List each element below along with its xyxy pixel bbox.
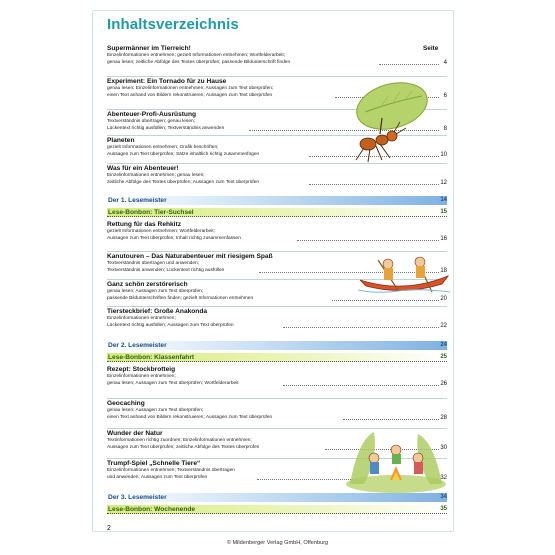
separator (107, 398, 447, 399)
lesemeister-band (107, 341, 447, 350)
toc-entry-heading: Planeten (107, 137, 135, 144)
band-label: Der 1. Lesemeister (108, 197, 167, 204)
toc-entry-skills: Textinformationen richtig zuordnen; Einzelinformationen entnehmen; (107, 438, 252, 443)
toc-entry-skills: Aussagen zum Text überprüfen; Sätze inhaltlich richtig zusammenfügen (107, 151, 260, 157)
lesemeister-band (107, 196, 447, 205)
separator (107, 76, 447, 77)
band-page: 25 (440, 354, 447, 360)
toc-entry-heading: Geocaching (107, 400, 145, 407)
toc-entry-skills: Textverständnis übertragen; genau lesen; (107, 119, 195, 124)
separator (107, 306, 447, 307)
toc-entry-page: 20 (440, 295, 447, 302)
toc-entry (107, 45, 447, 66)
toc-entry-skills: genau lesen; Aussagen zum Text überprüfen; (107, 408, 204, 413)
toc-entry-skills: Aussagen zum Text überprüfen; Inhalt richtig zusammenfassen (107, 235, 241, 241)
toc-entry-heading: Kanutouren – Das Naturabenteuer mit riesigem Spaß (107, 253, 273, 260)
band-page: 35 (440, 506, 447, 512)
toc-entry-skills: genau lesen; Aussagen zum Text überprüfen; Wortfelderarbeit (107, 380, 239, 386)
band-page: 14 (440, 197, 447, 203)
toc-entry-skills: genau lesen; Einzelinformationen entnehmen; Aussagen zum Text überprüfen; (107, 86, 274, 91)
toc-entry-heading: Rettung für das Rehkitz (107, 221, 181, 228)
band-page: 15 (440, 209, 447, 215)
band-label: Lese-Bonbon: Wochenende (108, 506, 196, 513)
toc-entry-page: 16 (440, 235, 447, 242)
toc-entry (107, 308, 447, 329)
toc-entry-skills: passende Bildunterschriften finden; gezielt Informationen entnehmen (107, 295, 254, 301)
toc-entry-page: 22 (440, 322, 447, 329)
toc-entry-skills: Lückentext richtig ausfüllen; Aussagen zum Text überprüfen (107, 322, 234, 328)
toc-entry-skills: gezielt Informationen entnehmen; Wortfelderarbeit; (107, 229, 215, 234)
toc-entry-skills: Textverständnis übertragen und anwenden; (107, 261, 200, 266)
toc-entry-skills: Lückentext richtig ausfüllen; Textverständnis anwenden (107, 125, 225, 131)
band-label: Lese-Bonbon: Tier-Suchsel (108, 209, 194, 216)
campfire-children-illustration (344, 428, 448, 494)
toc-entry-page: 30 (440, 444, 447, 451)
toc-entry-page: 4 (443, 59, 447, 66)
copyright-footer: © Mildenberger Verlag GmbH, Offenburg (226, 540, 329, 546)
band-page: 24 (440, 342, 447, 348)
toc-entry-page: 26 (440, 380, 447, 387)
toc-entry-heading: Wunder der Natur (107, 430, 163, 437)
toc-entry (107, 221, 447, 242)
toc-entry-page: 8 (443, 125, 447, 132)
toc-entry-skills: zeitliche Abfolge des Textes überprüfen; Aussagen zum Text überprüfen (107, 179, 260, 185)
toc-entry (107, 165, 447, 186)
page-column-header: Seite (423, 45, 439, 52)
toc-entry-heading: Tiersteckbrief: Große Anakonda (107, 308, 208, 315)
band-label: Lese-Bonbon: Klassenfahrt (108, 354, 195, 361)
toc-entry-heading: Trumpf-Spiel „Schnelle Tiere“ (107, 460, 201, 467)
toc-entry-skills: Einzelinformationen entnehmen; gezielt Informationen entnehmen; Wortfelderarbeit; (107, 53, 286, 58)
toc-entry-heading: Experiment: Ein Tornado für zu Hause (107, 78, 227, 85)
toc-entry (107, 400, 447, 421)
toc-entry-page: 28 (440, 414, 447, 421)
page-title: Inhaltsverzeichnis (107, 16, 239, 33)
toc-entry-skills: Textverständnis anwenden; Lückentext richtig ausfüllen (107, 267, 225, 273)
toc-entry-skills: genau lesen; Aussagen zum Text überprüfen; (107, 289, 204, 294)
band-label: Der 2. Lesemeister (108, 342, 167, 349)
toc-entry-heading: Rezept: Stockbrotteig (107, 366, 176, 373)
toc-entry-page: 12 (440, 179, 447, 186)
page-number: 2 (107, 525, 111, 532)
toc-entry-page: 6 (443, 92, 447, 99)
lese-bonbon-band (107, 353, 447, 362)
toc-entry-skills: genau lesen; zeitliche Abfolge des Textes überprüfen; passende Bildunterschrift finden (107, 59, 291, 65)
toc-entry (107, 366, 447, 387)
toc-entry-skills: Einzelinformationen entnehmen; (107, 316, 176, 321)
toc-entry-heading: Abenteuer-Profi-Ausrüstung (107, 111, 197, 118)
toc-entry-skills: Einzelinformationen entnehmen; (107, 374, 176, 379)
toc-entry-skills: Aussagen zum Text überprüfen; zeitliche Abfolge des Textes überprüfen (107, 444, 260, 450)
ant-with-leaf-illustration (330, 82, 440, 164)
toc-entry-skills: Einzelinformationen entnehmen; genau lesen; (107, 173, 205, 178)
lese-bonbon-band (107, 505, 447, 514)
toc-entry-skills: gezielt Informationen entnehmen; Grafik beschriften; (107, 145, 219, 150)
toc-entry-page: 18 (440, 267, 447, 274)
canoe-children-illustration (358, 250, 450, 296)
toc-entry-skills: und anwenden; Aussagen zum Text überprüfen (107, 474, 208, 480)
toc-entry-skills: Einzelinformationen entnehmen; Textverständnis übertragen (107, 468, 235, 473)
toc-entry-page: 10 (440, 151, 447, 158)
toc-entry-heading: Supermänner im Tierreich! (107, 45, 191, 52)
toc-entry-skills: einen Text anhand von Bildern rekonstruieren; Aussagen zum Text überprüfen (107, 414, 273, 420)
toc-entry-heading: Ganz schön zerstörerisch (107, 281, 188, 288)
lese-bonbon-band (107, 208, 447, 217)
toc-entry-page: 32 (440, 474, 447, 481)
lesemeister-band (107, 493, 447, 502)
band-page: 34 (440, 494, 447, 500)
band-label: Der 3. Lesemeister (108, 494, 167, 501)
toc-entry-heading: Was für ein Abenteuer! (107, 165, 179, 172)
toc-entry-skills: einen Text anhand von Bildern rekonstruieren; Aussagen zum Text überprüfen (107, 92, 273, 98)
